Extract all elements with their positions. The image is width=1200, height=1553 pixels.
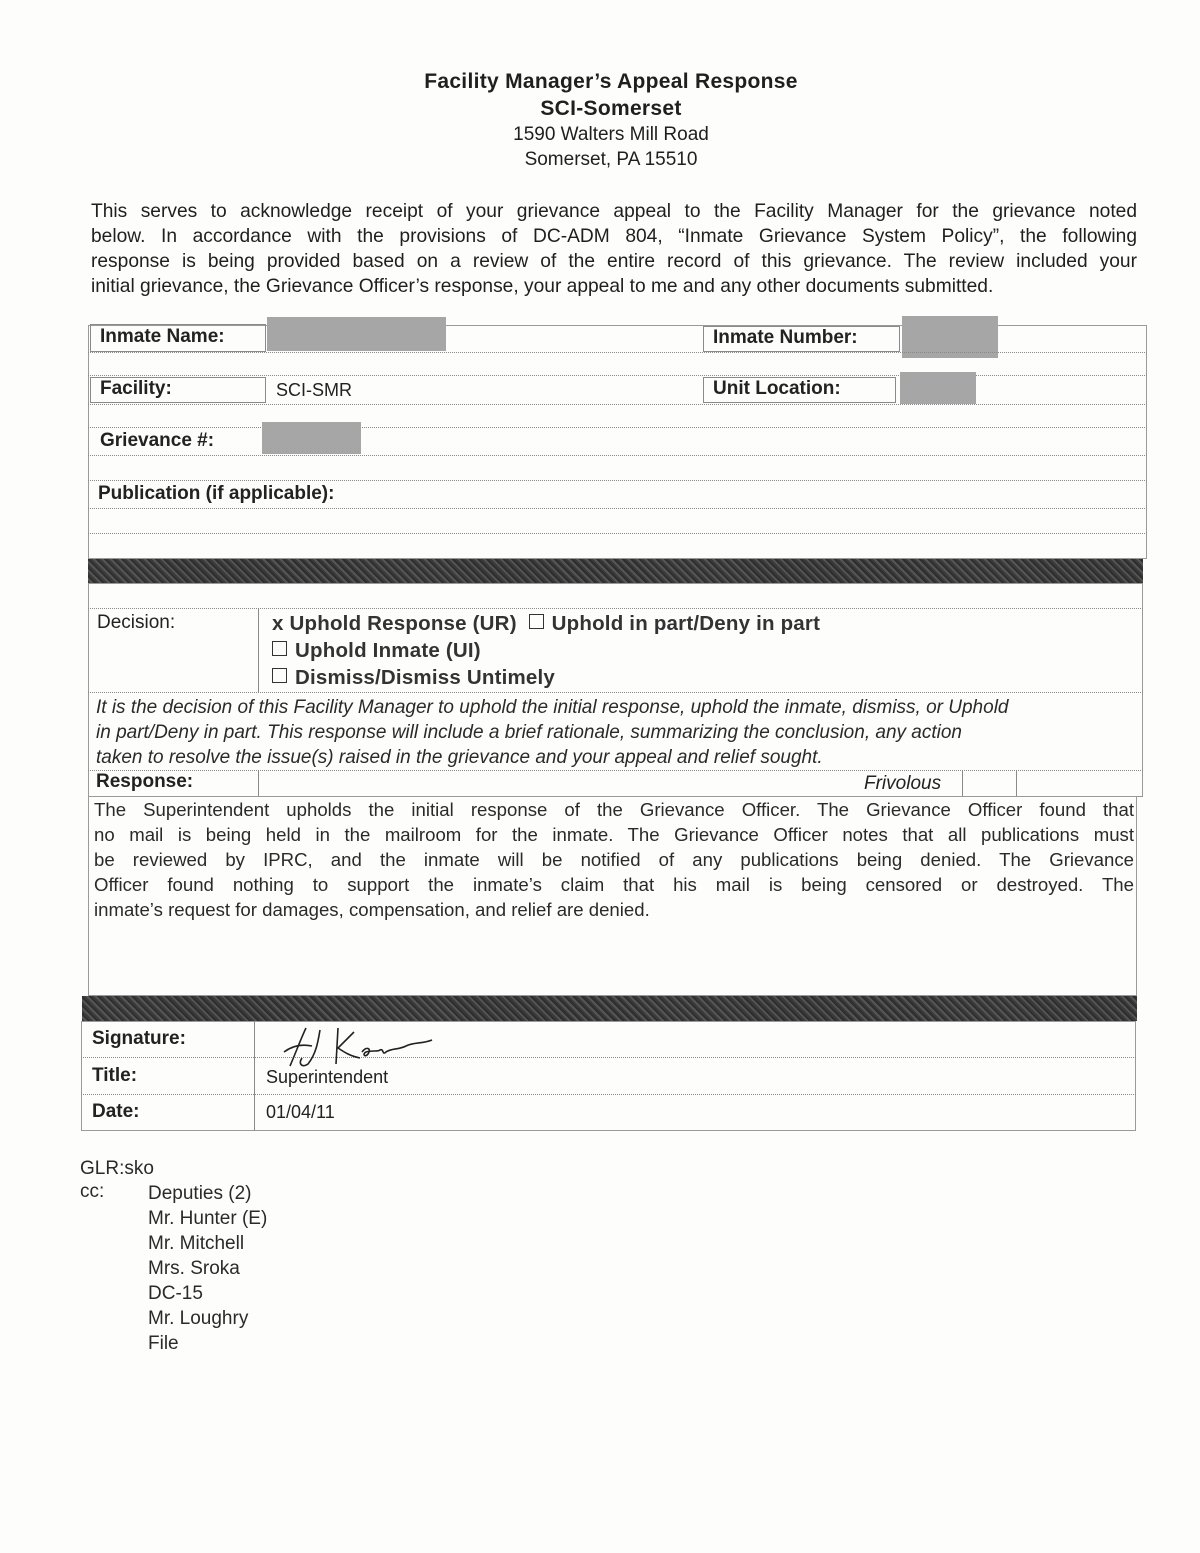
response-body bbox=[94, 797, 1134, 922]
grievance-number-label: Grievance #: bbox=[100, 430, 215, 451]
decision-instruction-line: It is the decision of this Facility Manager to uphold the initial response, uphold the inmate, dismiss, or Uphold bbox=[96, 697, 1009, 718]
row-divider bbox=[88, 692, 1143, 693]
response-label: Response: bbox=[96, 771, 194, 792]
row-divider bbox=[88, 533, 1147, 534]
cc-recipient: DC-15 bbox=[148, 1283, 203, 1304]
date-value: 01/04/11 bbox=[266, 1102, 335, 1122]
signature-frame bbox=[81, 1021, 1136, 1131]
row-divider bbox=[88, 770, 1143, 771]
intro-line: below. In accordance with the provisions of DC-ADM 804, “Inmate Grievance System Policy”, the following bbox=[91, 226, 1137, 247]
response-line: Officer found nothing to support the inmate’s claim that his mail is being censored or destroyed. The bbox=[94, 874, 1134, 895]
decision-column-divider bbox=[258, 608, 259, 692]
frivolous-box-right bbox=[1016, 770, 1017, 796]
cc-recipient: Mr. Mitchell bbox=[148, 1233, 245, 1254]
intro-line: response is being provided based on a review of the entire record of this grievance. The review included your bbox=[91, 251, 1137, 272]
publication-label: Publication (if applicable): bbox=[98, 483, 335, 504]
unit-location-redaction bbox=[900, 372, 976, 404]
row-divider bbox=[88, 375, 1147, 376]
inmate-number-label: Inmate Number: bbox=[713, 327, 858, 348]
decision-instructions bbox=[96, 695, 1136, 770]
typist-initials: GLR:sko bbox=[80, 1158, 154, 1179]
signature-column-divider bbox=[254, 1021, 255, 1131]
date-label: Date: bbox=[92, 1101, 140, 1122]
decision-option-uphold-response bbox=[272, 612, 820, 636]
row-divider bbox=[81, 1094, 1136, 1095]
decision-option-uphold-inmate-text: Uphold Inmate (UI) bbox=[295, 639, 481, 662]
checkbox-icon bbox=[272, 668, 287, 683]
decision-option-uphold-inmate bbox=[272, 639, 481, 663]
decision-instruction-line: taken to resolve the issue(s) raised in the grievance and your appeal and relief sought. bbox=[96, 747, 823, 768]
cc-recipient: Deputies (2) bbox=[148, 1183, 252, 1204]
row-divider bbox=[81, 1057, 1136, 1058]
unit-location-label: Unit Location: bbox=[713, 378, 841, 399]
decision-option-dismiss-text: Dismiss/Dismiss Untimely bbox=[295, 666, 556, 689]
row-divider bbox=[88, 608, 1143, 609]
signature-label: Signature: bbox=[92, 1028, 186, 1049]
institution-name: SCI-Somerset bbox=[540, 97, 682, 120]
title-value: Superintendent bbox=[266, 1067, 389, 1087]
facility-label: Facility: bbox=[100, 378, 172, 399]
row-divider bbox=[88, 404, 1147, 405]
decision-label: Decision: bbox=[97, 612, 176, 633]
response-column-divider bbox=[258, 770, 259, 796]
response-line: The Superintendent upholds the initial response of the Grievance Officer. The Grievance Officer found that bbox=[94, 799, 1134, 820]
row-divider bbox=[88, 480, 1147, 481]
inmate-name-redaction bbox=[267, 317, 446, 351]
frivolous-box-left bbox=[962, 770, 963, 796]
response-line: be reviewed by IPRC, and the inmate will be notified of any publications being denied. The Grievance bbox=[94, 849, 1134, 870]
intro-line: initial grievance, the Grievance Officer’s response, your appeal to me and any other documents submitted. bbox=[91, 276, 994, 297]
decision-option-uphold-part-text: Uphold in part/Deny in part bbox=[551, 612, 821, 635]
response-line: inmate’s request for damages, compensation, and relief are denied. bbox=[94, 899, 650, 920]
row-divider bbox=[88, 427, 1147, 428]
inmate-name-label: Inmate Name: bbox=[100, 326, 225, 347]
facility-value: SCI-SMR bbox=[276, 380, 352, 400]
title-label: Title: bbox=[92, 1065, 138, 1086]
section-separator-bar bbox=[82, 996, 1137, 1021]
response-line: no mail is being held in the mailroom for the inmate. The Grievance Officer notes that all publications must bbox=[94, 824, 1134, 845]
cc-label: cc: bbox=[80, 1181, 105, 1202]
cc-recipient: File bbox=[148, 1333, 179, 1354]
row-divider bbox=[88, 455, 1147, 456]
cc-recipient: Mr. Loughry bbox=[148, 1308, 249, 1329]
checkbox-icon bbox=[272, 641, 287, 656]
address-line-1: 1590 Walters Mill Road bbox=[513, 124, 709, 145]
decision-option-dismiss bbox=[272, 666, 555, 690]
address-line-2: Somerset, PA 15510 bbox=[524, 149, 698, 170]
upper-form-frame bbox=[88, 325, 1147, 559]
grievance-number-redaction bbox=[262, 422, 361, 454]
cc-recipient: Mrs. Sroka bbox=[148, 1258, 240, 1279]
frivolous-label: Frivolous bbox=[864, 773, 942, 794]
cc-list bbox=[148, 1181, 267, 1356]
row-divider bbox=[88, 352, 1147, 353]
row-divider bbox=[88, 508, 1147, 509]
decision-instruction-line: in part/Deny in part. This response will include a brief rationale, summarizing the conclusion, any action bbox=[96, 722, 962, 743]
cc-recipient: Mr. Hunter (E) bbox=[148, 1208, 268, 1229]
section-separator-bar bbox=[88, 559, 1143, 583]
intro-paragraph bbox=[91, 199, 1137, 299]
intro-line: This serves to acknowledge receipt of your grievance appeal to the Facility Manager for the grievance noted bbox=[91, 201, 1137, 222]
document-title: Facility Manager’s Appeal Response bbox=[424, 70, 798, 93]
checkbox-icon bbox=[529, 614, 544, 629]
decision-option-uphold-response-text: x Uphold Response (UR) bbox=[272, 612, 517, 635]
